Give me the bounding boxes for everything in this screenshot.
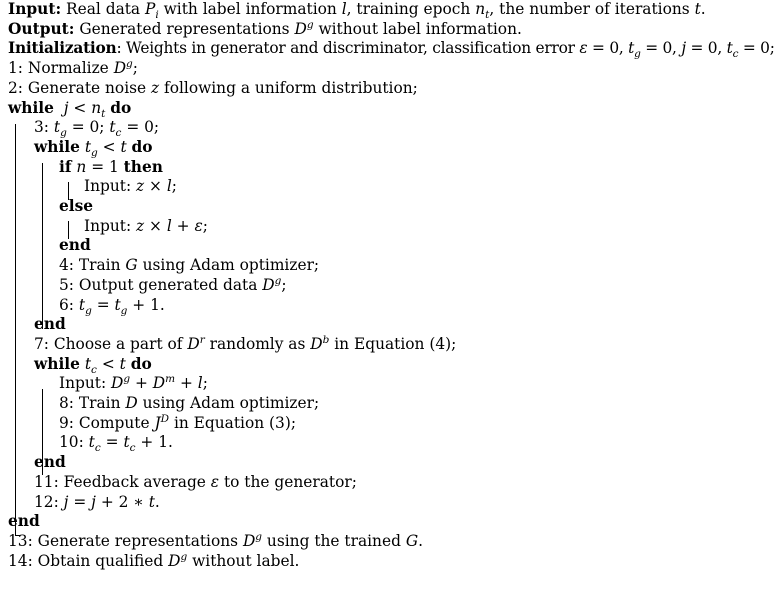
inner-while-g-rule	[42, 163, 43, 329]
outer-while-line: while $j < n_t$ do	[8, 98, 132, 120]
else-input-line: Input: z × l + ε;	[84, 216, 208, 235]
input-keyword: Input:	[8, 0, 62, 18]
outer-while-rule	[15, 124, 16, 536]
end-if-line: end	[59, 236, 91, 255]
step-6: 6: $t_g = t_g + 1$.	[59, 295, 165, 317]
init-keyword: Initialization	[8, 39, 117, 58]
step-7: 7: Choose a part of $D^r$ randomly as $D^b$ in Equation (4);	[34, 333, 457, 353]
step-10: 10: $t_c = t_c + 1$.	[59, 433, 173, 455]
step-2: 2: Generate noise z following a uniform distribution;	[8, 78, 418, 97]
output-keyword: Output:	[8, 19, 75, 38]
step-14: 14: Obtain qualified $D^g$ without label.	[8, 550, 300, 570]
end-while-tg-line: end	[34, 315, 66, 334]
step-9: 9: Compute $J^D$ in Equation (3);	[59, 412, 297, 432]
step-3: 3: $t_g = 0$; $t_c = 0$;	[34, 118, 160, 140]
step-4: 4: Train G using Adam optimizer;	[59, 256, 320, 275]
step-12: 12: j = j + 2 ∗ t.	[34, 492, 160, 511]
step-5: 5: Output generated data $D^g$;	[59, 274, 287, 294]
step-11: 11: Feedback average ε to the generator;	[34, 472, 357, 491]
step-13: 13: Generate representations $D^g$ using the trained G.	[8, 530, 424, 550]
if-input-line: Input: z × l;	[84, 177, 177, 196]
while-tg-line: while $t_g < t$ do	[34, 137, 153, 159]
step-8: 8: Train D using Adam optimizer;	[59, 394, 320, 412]
if-line: if n = 1 then	[59, 157, 163, 176]
while-tc-input-line: Input: $D^g + D^m + l$;	[59, 373, 208, 393]
step-1: 1: Normalize $D^g$;	[8, 57, 138, 78]
end-while-tc-line: end	[34, 453, 66, 472]
initialization-line: Initialization: Weights in generator and discriminator, classification error ε = 0, $t_g = 0$, j = 0, $t_c = 0$;	[8, 39, 775, 61]
while-tc-line: while $t_c < t$ do	[34, 354, 152, 376]
end-outer-while-line: end	[8, 512, 40, 531]
output-line: Output: Generated representations $D^g$ without label information.	[8, 18, 522, 38]
input-line: Input: Real data $P_i$ with label information l, training epoch $n_t$, the number of iterations t.	[8, 0, 706, 22]
else-line: else	[59, 197, 94, 215]
